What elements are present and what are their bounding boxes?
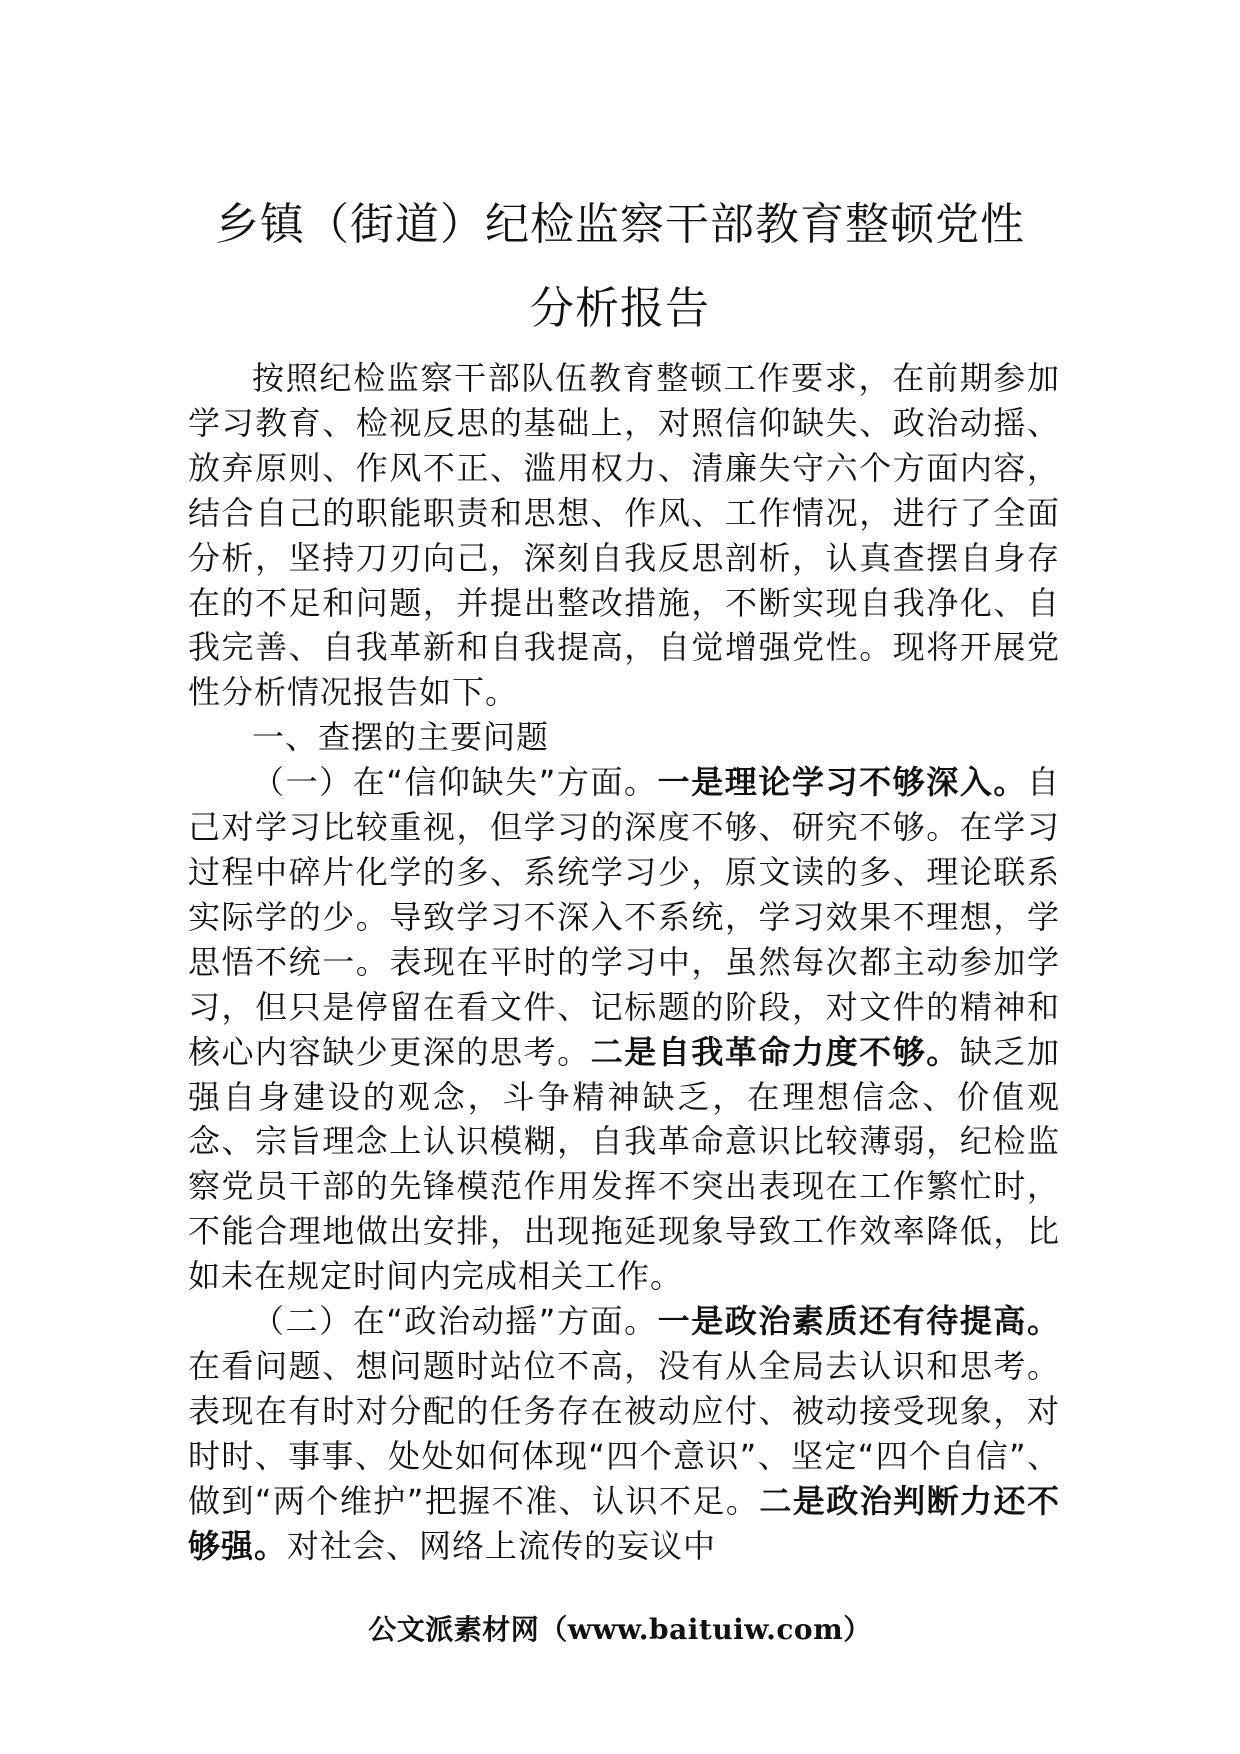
intro-paragraph: 按照纪检监察干部队伍教育整顿工作要求，在前期参加学习教育、检视反思的基础上，对照信仰缺失、政治动摇、放弃原则、作风不正、滥用权力、清廉失守六个方面内容，结合自己的职能职责和思想、作风、工作情况，进行了全面分析，坚持刀刃向己，深刻自我反思剖析，认真查摆自身存在的不足和问题，并提出整改措施，不断实现自我净化、自我完善、自我革新和自我提高，自觉增强党性。现将开展党性分析情况报告如下。	[188, 359, 1060, 712]
paragraph-political-wavering	[188, 1299, 1060, 1568]
bold-point: 二是自我革命力度不够。	[590, 1032, 960, 1071]
document-body	[188, 356, 1060, 1568]
paragraph-faith-loss	[188, 760, 1060, 1299]
point-text: 缺乏加强自身建设的观念，斗争精神缺乏，在理想信念、价值观念、宗旨理念上认识模糊，自我革命意识比较薄弱，纪检监察党员干部的先锋模范作用发挥不突出表现在工作繁忙时，不能合理地做出安排，出现拖延现象导致工作效率降低，比如未在规定时间内完成相关工作。	[188, 1032, 1060, 1296]
section-heading-problems: 一、查摆的主要问题	[252, 718, 550, 757]
subsection-lead: （二）在“政治动摇”方面。	[252, 1302, 658, 1341]
bold-point: 一是政治素质还有待提高。	[657, 1302, 1060, 1341]
subsection-lead: （一）在“信仰缺失”方面。	[252, 763, 658, 802]
document-title-line-1: 乡镇（街道）纪检监察干部教育整顿党性	[215, 199, 1025, 250]
footer-watermark: 公文派素材网（www.baituiw.com）	[368, 1613, 872, 1646]
document-title-line-2: 分析报告	[530, 283, 710, 334]
point-text: 在看问题、想问题时站位不高，没有从全局去认识和思考。表现在有时对分配的任务存在被动应付、被动接受现象，对时时、事事、处处如何体现“四个意识”、坚定“四个自信”、做到“两个维护”把握不准、认识不足。	[188, 1346, 1060, 1520]
point-text: 自己对学习比较重视，但学习的深度不够、研究不够。在学习过程中碎片化学的多、系统学习少，原文读的多、理论联系实际学的少。导致学习不深入不系统，学习效果不理想，学思悟不统一。表现在平时的学习中，虽然每次都主动参加学习，但只是停留在看文件、记标题的阶段，对文件的精神和核心内容缺少更深的思考。	[188, 763, 1060, 1071]
point-text: 对社会、网络上流传的妄议中	[287, 1526, 717, 1565]
bold-point: 二是政治判断力还不够强。	[188, 1481, 1060, 1565]
bold-point: 一是理论学习不够深入。	[657, 763, 1027, 802]
